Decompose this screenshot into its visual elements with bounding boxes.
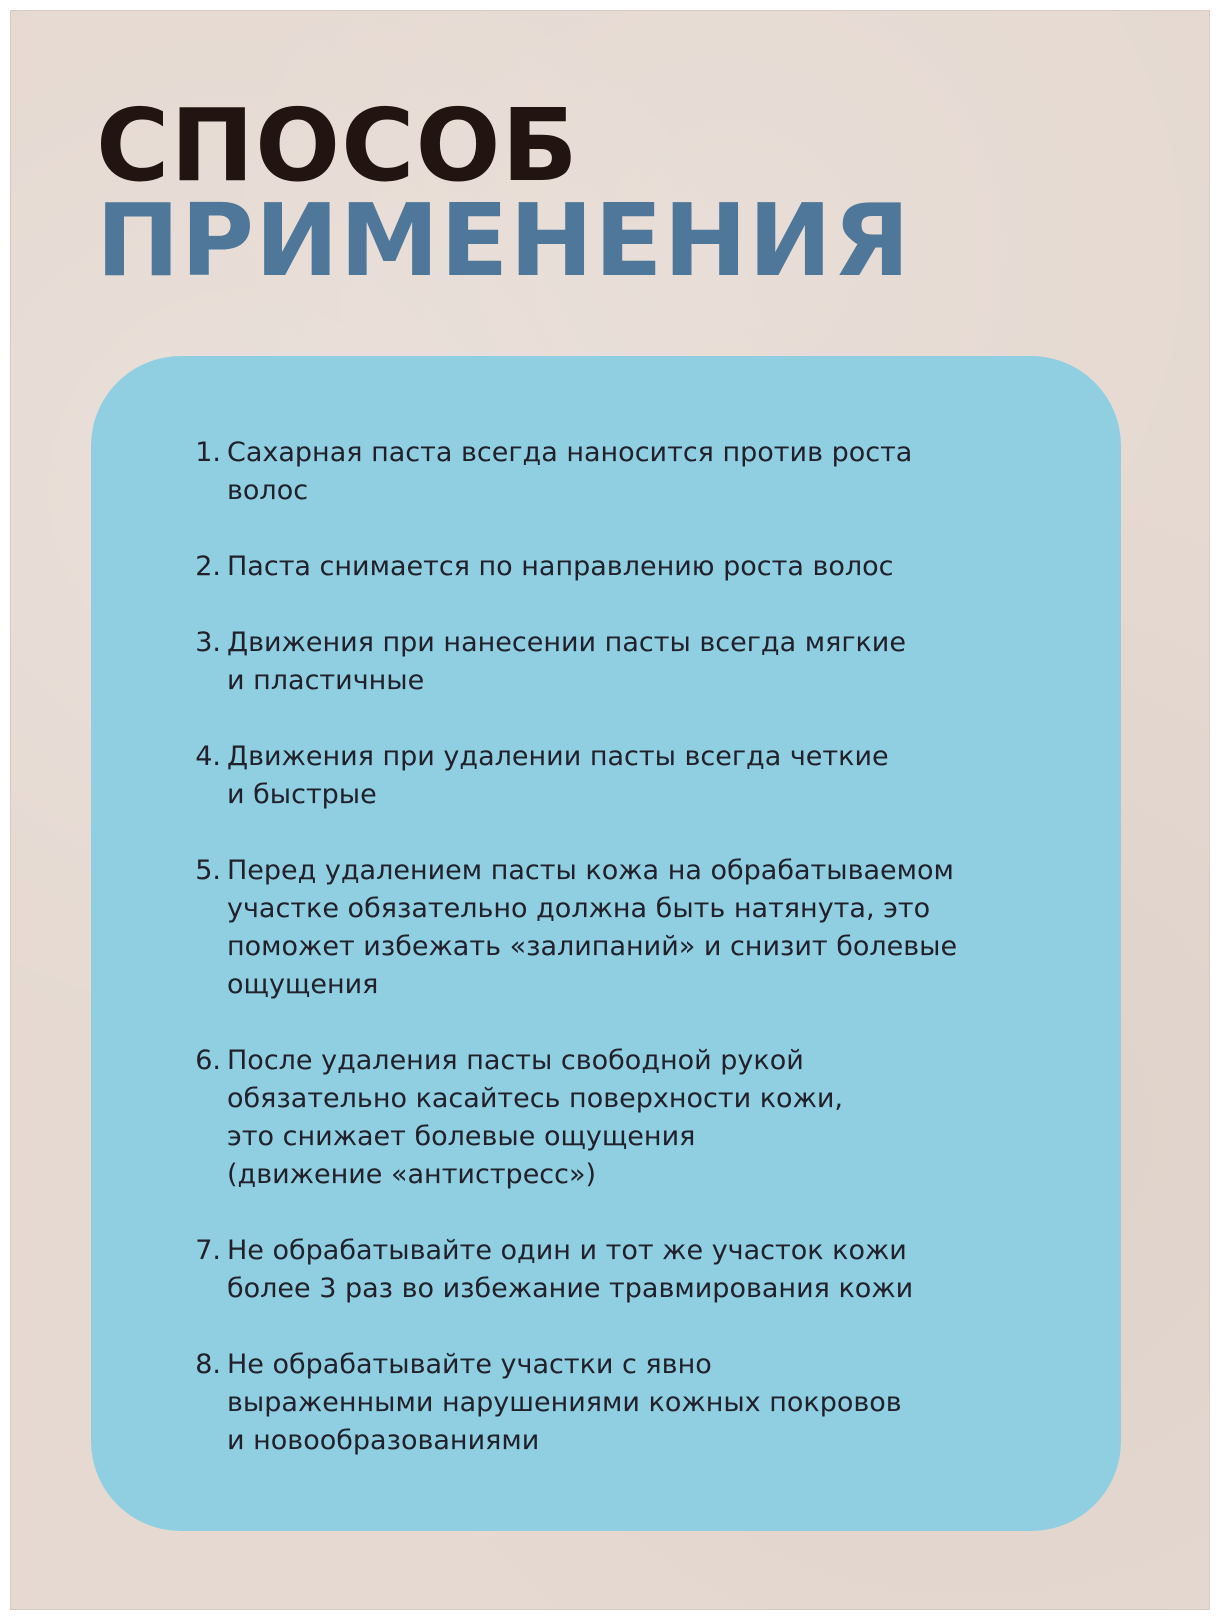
title-line-1: СПОСОБ [96, 87, 579, 204]
instructions-list [186, 434, 1046, 1498]
list-item [186, 624, 1046, 700]
step-text: Паста снимается по направлению роста волос [227, 551, 894, 582]
step-number: 4. [195, 741, 221, 772]
instructions-card [91, 356, 1121, 1531]
list-item [186, 1232, 1046, 1308]
title-line-2: ПРИМЕНЕНИЯ [96, 182, 911, 299]
step-number: 8. [195, 1349, 221, 1380]
list-item [186, 548, 1046, 586]
step-number: 3. [195, 627, 221, 658]
step-number: 5. [195, 855, 221, 886]
step-text: Движения при нанесении пасты всегда мягкие и пластичные [227, 627, 906, 696]
list-item [186, 434, 1046, 510]
step-text: После удаления пасты свободной рукой обязательно касайтесь поверхности кожи, это снижает болевые ощущения (движение «антистресс») [227, 1045, 844, 1190]
list-item [186, 1346, 1046, 1460]
step-text: Движения при удалении пасты всегда четкие и быстрые [227, 741, 889, 810]
step-number: 2. [195, 551, 221, 582]
step-text: Не обрабатывайте один и тот же участок кожи более 3 раз во избежание травмирования кожи [227, 1235, 914, 1304]
step-number: 7. [195, 1235, 221, 1266]
step-text: Сахарная паста всегда наносится против роста волос [227, 437, 913, 506]
page-background [10, 10, 1210, 1610]
list-item [186, 1042, 1046, 1194]
list-item [186, 738, 1046, 814]
list-item [186, 852, 1046, 1004]
step-text: Не обрабатывайте участки с явно выраженными нарушениями кожных покровов и новообразованиями [227, 1349, 902, 1456]
step-number: 1. [195, 437, 221, 468]
step-number: 6. [195, 1045, 221, 1076]
step-text: Перед удалением пасты кожа на обрабатываемом участке обязательно должна быть натянута, это поможет избежать «залипаний» и снизит болевые ощущения [227, 855, 958, 1000]
